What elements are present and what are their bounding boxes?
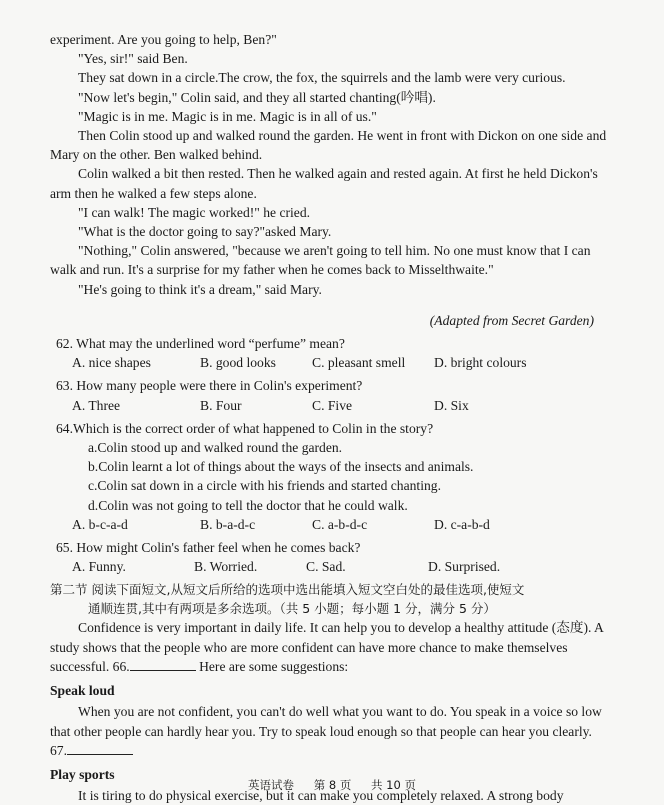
story-paragraph: They sat down in a circle.The crow, the fox, the squirrels and the lamb were very curious. <box>78 70 566 86</box>
event-c: c.Colin sat down in a circle with his friends and started chanting. <box>88 478 441 494</box>
option-b[interactable]: B. Worried. <box>194 559 258 575</box>
option-d[interactable]: D. bright colours <box>434 355 527 371</box>
option-a[interactable]: A. nice shapes <box>72 355 151 371</box>
option-b[interactable]: B. good looks <box>200 355 276 371</box>
question-62 <box>50 334 608 372</box>
section-2 <box>50 580 608 805</box>
option-d[interactable]: D. c-a-b-d <box>434 516 490 532</box>
question-stem: 64.Which is the correct order of what happened to Colin in the story? <box>56 420 434 436</box>
section-heading: Speak loud <box>50 683 115 699</box>
answer-options <box>72 396 608 415</box>
option-d[interactable]: D. Surprised. <box>428 559 501 575</box>
story-paragraph: "I can walk! The magic worked!" he cried. <box>78 204 311 220</box>
question-stem: 65. How might Colin's father feel when he comes back? <box>56 540 361 556</box>
body-paragraph: It is tiring to do physical exercise, but it can make you completely relaxed. A strong body <box>78 788 564 804</box>
footer-subject: 英语试卷 <box>248 778 295 792</box>
story-paragraph: Colin walked a bit then rested. Then he walked again and rested again. At first he held Dickon's arm then he walked a few steps alone. <box>50 166 598 201</box>
event-a: a.Colin stood up and walked round the garden. <box>88 440 343 456</box>
question-65 <box>50 538 608 576</box>
story-paragraph: "Yes, sir!" said Ben. <box>78 51 188 67</box>
body-paragraph: When you are not confident, you can't do well what you want to do. You speak in a voice so low that other people can hardly hear you. Try to speak loud enough so that people can hear you clearly. 67. <box>50 704 602 758</box>
story-paragraph: "Now let's begin," Colin said, and they all started chanting(吟唱). <box>78 89 436 105</box>
story-paragraph: Then Colin stood up and walked round the garden. He went in front with Dickon on one side and Mary on the other. Ben walked behind. <box>50 128 607 163</box>
source-attribution: (Adapted from Secret Garden) <box>429 312 594 328</box>
option-c[interactable]: C. a-b-d-c <box>312 516 368 532</box>
blank-67[interactable] <box>67 742 133 755</box>
question-stem: 63. How many people were there in Colin's experiment? <box>56 378 363 394</box>
blank-66[interactable] <box>130 658 196 671</box>
event-b: b.Colin learnt a lot of things about the ways of the insects and animals. <box>88 459 474 475</box>
answer-options <box>72 515 608 534</box>
answer-options <box>72 353 608 372</box>
story-paragraph: "Magic is in me. Magic is in me. Magic is in all of us." <box>78 108 377 124</box>
footer-page-number: 第 8 页 <box>313 778 352 792</box>
footer-total-pages: 共 10 页 <box>371 778 416 792</box>
answer-options <box>72 557 608 576</box>
section-heading: Play sports <box>50 766 115 782</box>
option-b[interactable]: B. b-a-d-c <box>200 516 256 532</box>
event-d: d.Colin was not going to tell the doctor that he could walk. <box>88 497 408 513</box>
option-d[interactable]: D. Six <box>434 397 469 413</box>
section-instructions <box>50 580 608 618</box>
instruction-line: 通顺连贯,其中有两项是多余选项。（共 5 小题；每小题 1 分，满分 5 分） <box>88 601 496 617</box>
option-b[interactable]: B. Four <box>200 397 242 413</box>
option-a[interactable]: A. b-c-a-d <box>72 516 128 532</box>
option-c[interactable]: C. pleasant smell <box>312 355 406 371</box>
question-63 <box>50 376 608 414</box>
story-paragraph: "He's going to think it's a dream," said Mary. <box>78 281 322 297</box>
story-paragraph: "Nothing," Colin answered, "because we aren't going to tell him. No one must know that I can walk and run. It's a surprise for my father when he comes back to Misselthwaite." <box>50 243 591 278</box>
page-footer <box>0 776 664 795</box>
instruction-line: 第二节 阅读下面短文,从短文后所给的选项中选出能填入短文空白处的最佳选项,使短文 <box>50 582 525 598</box>
story-paragraph: "What is the doctor going to say?"asked Mary. <box>78 224 332 240</box>
question-64 <box>50 419 608 534</box>
option-a[interactable]: A. Funny. <box>72 559 126 575</box>
question-stem: 62. What may the underlined word “perfume” mean? <box>56 336 345 352</box>
story-paragraph: experiment. Are you going to help, Ben?" <box>50 32 277 47</box>
story-passage <box>50 30 608 330</box>
option-c[interactable]: C. Five <box>312 397 353 413</box>
option-a[interactable]: A. Three <box>72 397 121 413</box>
intro-paragraph: Confidence is very important in daily life. It can help you to develop a healthy attitude (态度). A study shows that the people who are more confident can have more chance to make themselves successful. 66. Here are some suggestions: <box>50 620 604 674</box>
option-c[interactable]: C. Sad. <box>306 559 346 575</box>
